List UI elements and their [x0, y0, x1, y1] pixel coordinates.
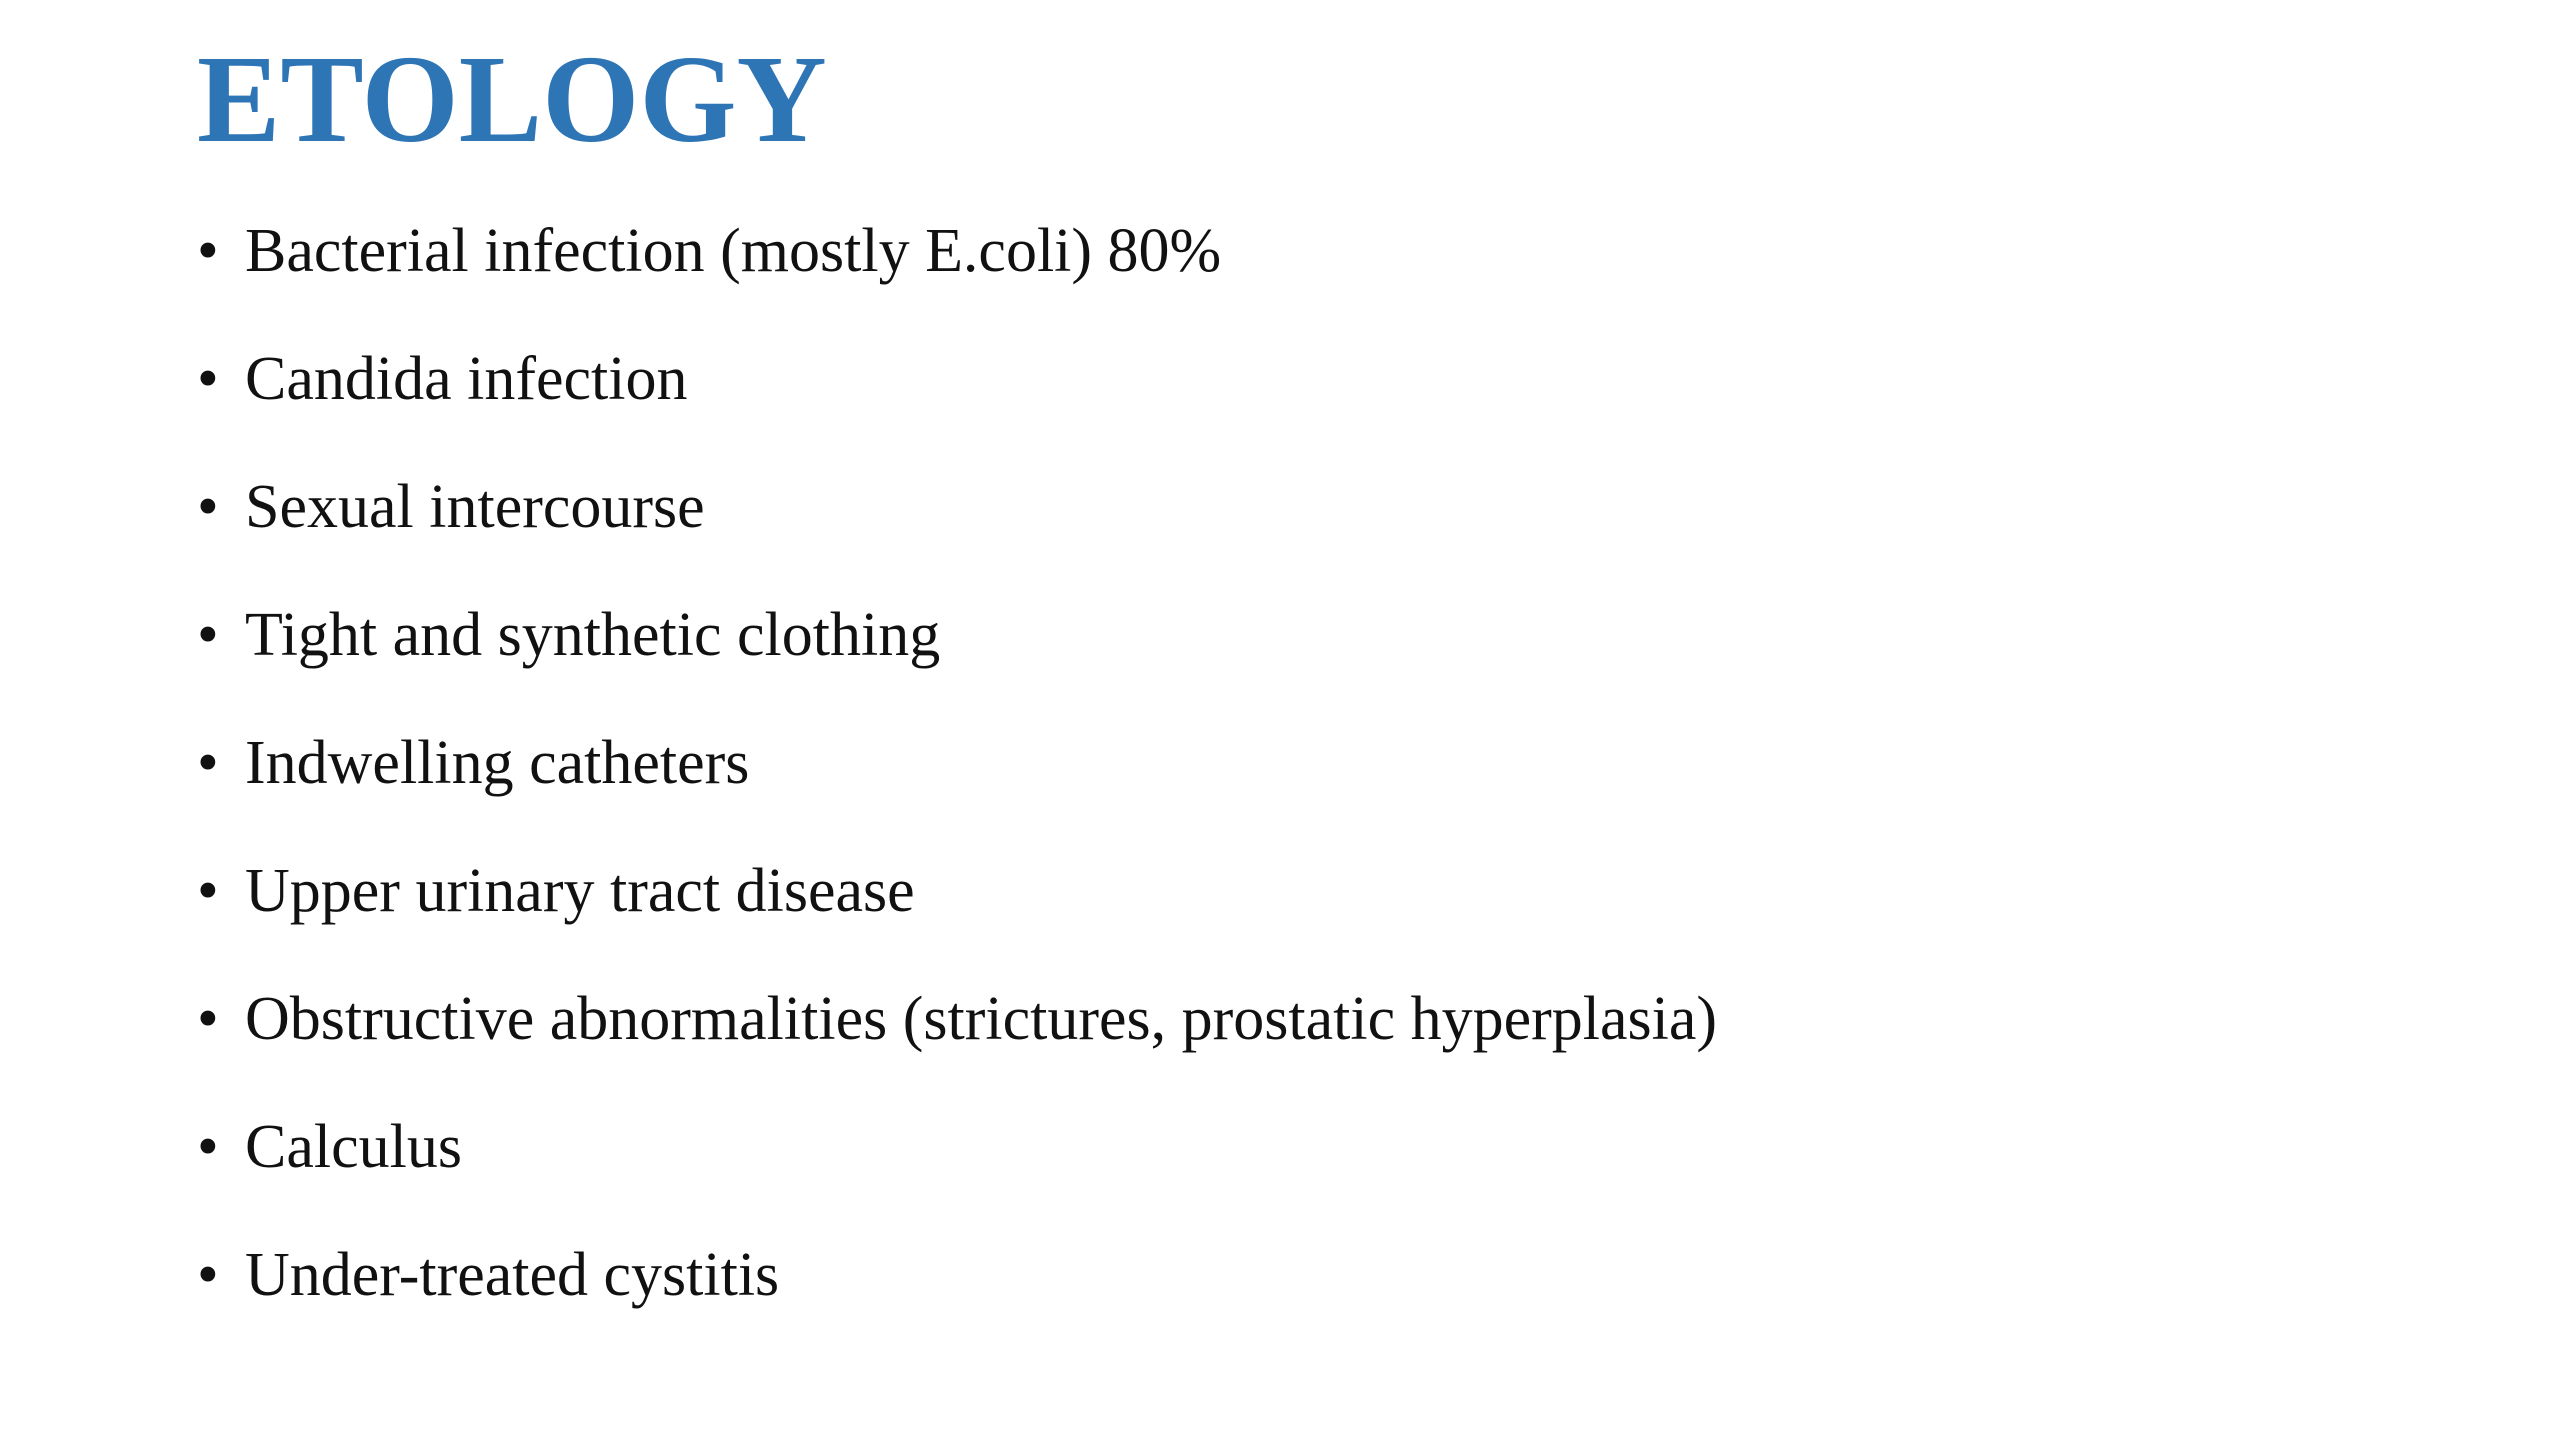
bullet-item: [197, 983, 1717, 1111]
bullet-item: [197, 855, 1717, 983]
bullet-item: [197, 215, 1717, 343]
bullet-icon: •: [197, 729, 219, 797]
bullet-item: [197, 343, 1717, 471]
bullet-icon: •: [197, 473, 219, 541]
bullet-icon: •: [197, 1113, 219, 1181]
bullet-text: Sexual intercourse: [245, 473, 705, 541]
bullet-icon: •: [197, 601, 219, 669]
bullet-text: Under-treated cystitis: [245, 1241, 780, 1309]
bullet-icon: •: [197, 345, 219, 413]
slide-title: ETOLOGY: [197, 31, 827, 169]
bullet-text: Bacterial infection (mostly E.coli) 80%: [245, 217, 1222, 285]
bullet-item: [197, 599, 1717, 727]
bullet-text: Calculus: [245, 1113, 462, 1181]
bullet-text: Upper urinary tract disease: [245, 857, 915, 925]
bullet-item: [197, 1239, 1717, 1367]
bullet-item: [197, 1111, 1717, 1239]
bullet-icon: •: [197, 985, 219, 1053]
bullet-item: [197, 471, 1717, 599]
bullet-text: Indwelling catheters: [245, 729, 750, 797]
bullet-icon: •: [197, 1241, 219, 1309]
bullet-item: [197, 727, 1717, 855]
bullet-icon: •: [197, 857, 219, 925]
bullet-text: Obstructive abnormalities (strictures, prostatic hyperplasia): [245, 985, 1718, 1053]
bullet-list: [197, 215, 1717, 1367]
bullet-icon: •: [197, 217, 219, 285]
bullet-text: Candida infection: [245, 345, 688, 413]
bullet-text: Tight and synthetic clothing: [245, 601, 941, 669]
